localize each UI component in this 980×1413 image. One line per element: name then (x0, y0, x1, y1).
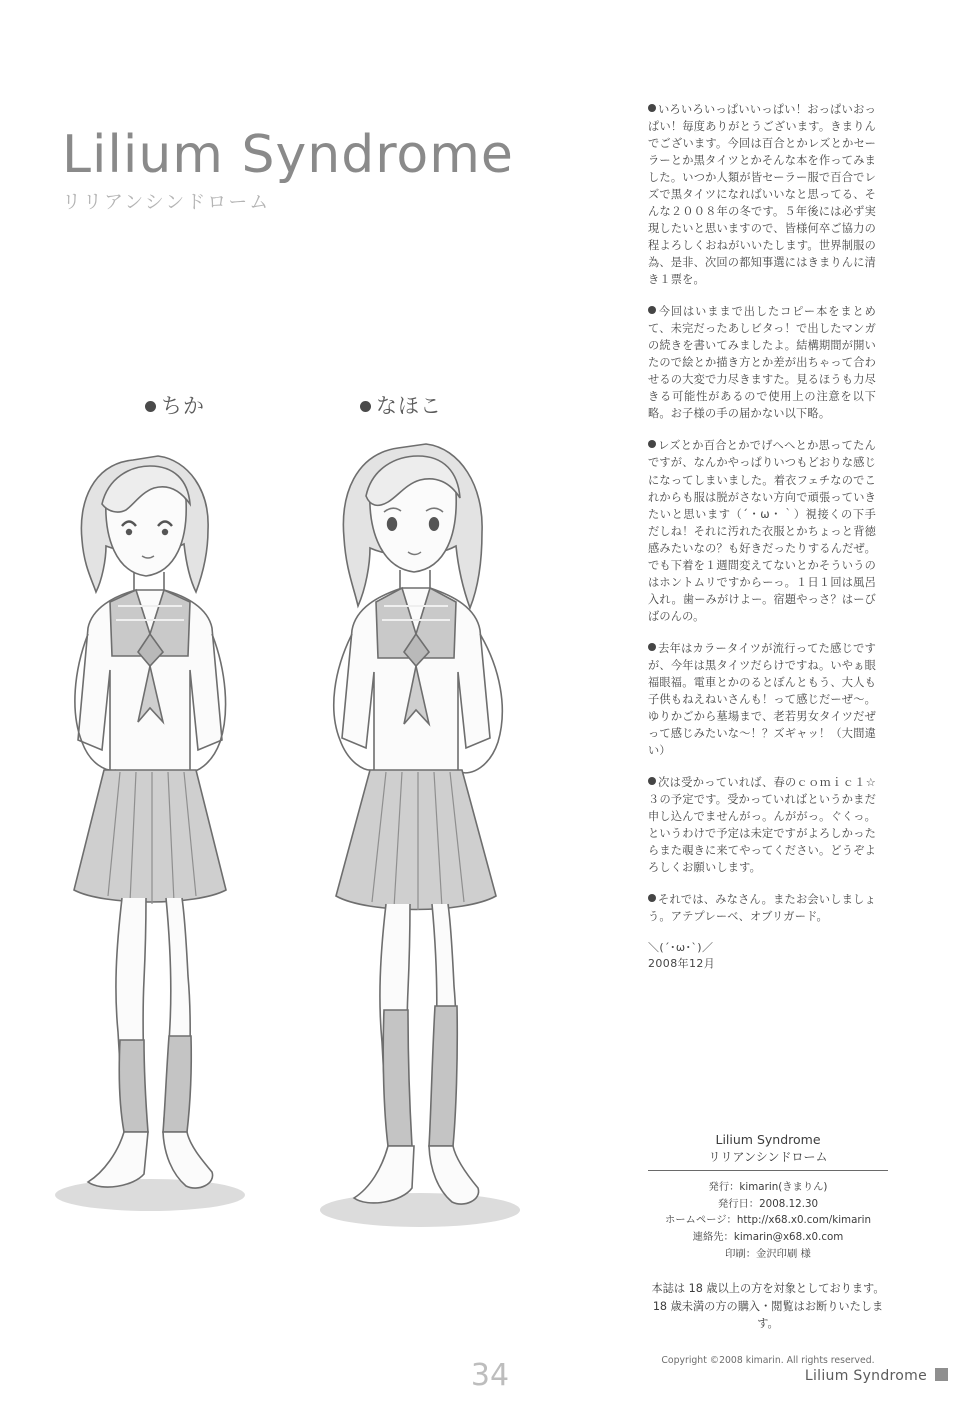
character-artwork-svg (30, 420, 630, 1350)
copyright-text: Copyright ©2008 kimarin. All rights reserved. (661, 1354, 875, 1366)
colophon-title: Lilium Syndrome (715, 1132, 821, 1147)
page-title-japanese: リリアンシンドローム (62, 190, 271, 213)
page-title: Lilium Syndrome (62, 125, 514, 185)
character-name: ちか (161, 394, 205, 418)
afterword-paragraph-text: 次は受かっていれば、春のｃｏｍｉｃ１☆３の予定です。受かっていればというかまだ申し込んでませんがっ。んががっ。ぐくっ。というわけで予定は未定ですがよろしかったらまた覗きに来てやってください。どうぞよろしくお願いします。 (648, 775, 876, 874)
signature-date: 2008年12月 (648, 957, 716, 971)
afterword-paragraph (648, 891, 876, 925)
bullet-icon (648, 104, 656, 112)
afterword-paragraph-text: 今回はいままで出したコピー本をまとめて、未完だったあしビタっ！で出したマンガの続きを書いてみましたよ。結構期間が開いたので絵とか描き方とか差が出ちゃって合わせるの大変で力尽きますた。見るほうも力尽きる可能性があるので使用上の注意を以下略。お子様の手の届かない以下略。 (648, 305, 876, 421)
page-number: 34 (470, 1358, 510, 1393)
bullet-icon (145, 401, 156, 412)
afterword-column (648, 90, 876, 973)
colophon-printer: 印刷：金沢印刷 様 (725, 1247, 811, 1260)
footer-brand-label: Lilium Syndrome (804, 1368, 927, 1384)
signature (648, 940, 876, 973)
square-icon (935, 1368, 948, 1381)
afterword-paragraph-text: いろいろいっぱいいっぱい！おっぱいおっぱい！毎度ありがとうございます。きまりんでございます。今回は百合とかレズとかセーラーとか黒タイツとかそんな本を作ってみました。いつか人類が皆セーラー服で百合でレズで黒タイツになればいいなと思ってる、そんな２００８年の冬です。５年後には必ず実現したいと思いますので、皆様何卒ご協力の程よろしくおねがいいたします。世界制服の為、是非、次回の都知事選にはきまりんに清き１票を。 (648, 103, 876, 287)
bullet-icon (648, 643, 656, 651)
colophon-details (648, 1179, 888, 1262)
figure-chika (55, 456, 245, 1211)
character-label-nahoko (360, 390, 442, 420)
bullet-icon (360, 401, 371, 412)
afterword-paragraph (648, 774, 876, 876)
figure-nahoko (320, 444, 520, 1227)
age-notice-line-1: 本誌は 18 歳以上の方を対象としております。 (651, 1282, 885, 1296)
title-block (62, 125, 602, 214)
colophon (648, 1132, 888, 1366)
character-illustrations (30, 420, 630, 1350)
age-restriction-notice (648, 1280, 888, 1332)
colophon-contact: 連絡先：kimarin@x68.x0.com (692, 1231, 844, 1244)
afterword-paragraph-text: それでは、みなさん。またお会いしましょう。アテプレーベ、オブリガード。 (648, 892, 876, 923)
afterword-paragraph (648, 640, 876, 759)
bullet-icon (648, 894, 656, 902)
afterword-paragraph-text: 去年はカラータイツが流行ってた感じですが、今年は黒タイツだらけですね。いやぁ眼福眼福。電車とかのるとぼんともう、大人も子供もねえねいさんも！って感じだーぜ〜。ゆりかごから墓場まで、老若男女タイツだぜって感じみたいな〜！？ズギャッ！（大間違い） (648, 641, 876, 757)
bullet-icon (648, 777, 656, 785)
colophon-publish-date: 発行日：2008.12.30 (717, 1197, 819, 1210)
colophon-homepage: ホームページ：http://x68.x0.com/kimarin (664, 1214, 872, 1227)
bullet-icon (648, 440, 656, 448)
age-notice-line-2: 18 歳未満の方の購入・閲覧はお断りいたします。 (652, 1299, 884, 1331)
character-label-chika (145, 390, 205, 420)
afterword-paragraph (648, 303, 876, 422)
afterword-paragraph (648, 437, 876, 624)
divider (648, 1170, 888, 1171)
afterword-paragraph (648, 101, 876, 288)
colophon-title-japanese: リリアンシンドローム (708, 1149, 828, 1164)
footer-brand (805, 1368, 948, 1384)
character-name: なほこ (376, 394, 442, 418)
colophon-publisher: 発行：kimarin(きまりん) (708, 1181, 828, 1194)
afterword-paragraph-text: レズとか百合とかでげへへとか思ってたんですが、なんかやっぱりいつもどおりな感じになってしまいました。着衣フェチなのでこれからも服は脱がさない方向で頑張っていきたいと思います（´・ω・｀）視接くの下手だしね！それに汚れた衣服とかちょっと背徳感みたいなの？も好きだったりするんだぜ。でも下着を１週間変えてないとかそういうのはホントムリですからーっ。１日１回は風呂入れ。歯ーみがけよー。宿題やっさ？はーびばのんの。 (648, 439, 876, 623)
bullet-icon (648, 306, 656, 314)
signature-emoticon: ＼(´･ω･`)／ (648, 940, 714, 954)
